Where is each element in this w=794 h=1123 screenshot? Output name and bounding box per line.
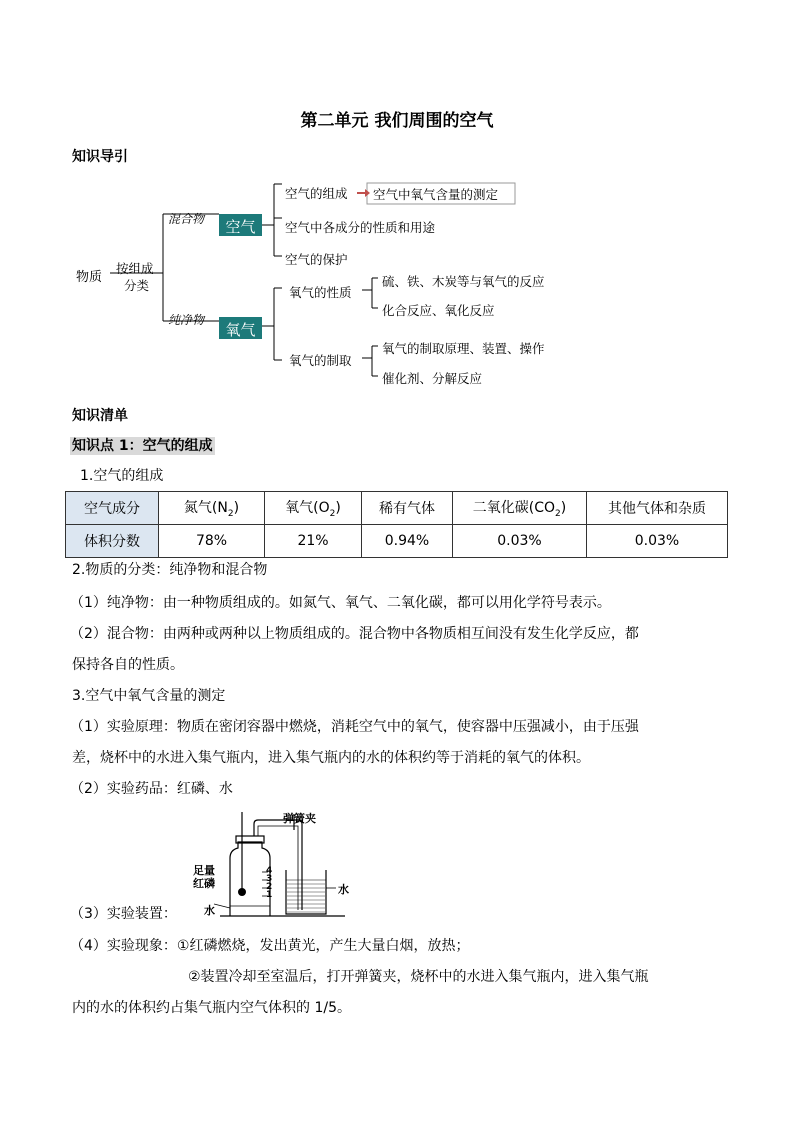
table-cell: 78% [159, 525, 265, 558]
section-2-heading: 2.物质的分类：纯净物和混合物 [72, 562, 268, 578]
scale-mark: 3 [266, 874, 273, 884]
table-cell: 二氧化碳$(CO_2)$ [453, 492, 587, 525]
paragraph: （2）混合物：由两种或两种以上物质组成的。混合物中各物质相互间没有发生化学反应，都 [70, 626, 639, 642]
air-detail-oxygen-measure: 空气中氧气含量的测定 [373, 187, 499, 202]
paragraph: （1）纯净物：由一种物质组成的。如氮气、氧气、二氧化碳，都可以用化学符号表示。 [70, 595, 611, 611]
air-item-protection: 空气的保护 [285, 252, 348, 267]
table-cell: 0.03% [453, 525, 587, 558]
pure-label: 纯净物 [168, 313, 205, 327]
paragraph: （2）实验药品：红磷、水 [70, 781, 233, 797]
table-cell: 氮气$(N_2)$ [159, 492, 265, 525]
scale-mark: 4 [266, 866, 273, 876]
table-header-label: 空气成分 [66, 492, 159, 525]
table-cell: 21% [265, 525, 362, 558]
paragraph: ②装置冷却至室温后，打开弹簧夹，烧杯中的水进入集气瓶内，进入集气瓶 [188, 969, 649, 985]
knowledge-point-1-title: 知识点 1：空气的组成 [72, 438, 213, 454]
oxygen-prop-detail-2: 化合反应、氧化反应 [382, 303, 495, 318]
scale-mark: 2 [266, 882, 273, 892]
paragraph: 内的水的体积约占集气瓶内空气体积的 1/5。 [72, 1000, 351, 1016]
oxygen-prep-detail-2: 催化剂、分解反应 [382, 371, 483, 386]
phosphorus-label-2: 红磷 [193, 877, 215, 890]
air-item-properties: 空气中各成分的性质和用途 [285, 220, 436, 235]
oxygen-prep-detail-1: 氧气的制取原理、装置、操作 [382, 341, 545, 356]
water-label-left: 水 [204, 904, 215, 917]
table-cell: 稀有气体 [362, 492, 453, 525]
arrow-icon [357, 189, 370, 197]
table-row [66, 525, 728, 558]
paragraph: 保持各自的性质。 [72, 657, 184, 673]
experiment-apparatus-diagram [190, 808, 360, 922]
classify-label-bottom: 分类 [124, 278, 150, 293]
table-row [66, 492, 728, 525]
table-cell: 0.03% [587, 525, 728, 558]
air-box: 空气 [225, 218, 256, 236]
oxygen-prop-detail-1: 硫、铁、木炭等与氧气的反应 [382, 274, 545, 289]
paragraph: （1）实验原理：物质在密闭容器中燃烧，消耗空气中的氧气，使容器中压强减小，由于压强 [70, 719, 639, 735]
classify-label-top: 按组成 [116, 261, 154, 276]
paragraph: （3）实验装置： [70, 906, 177, 922]
paragraph: 差，烧杯中的水进入集气瓶内，进入集气瓶内的水的体积约等于消耗的氧气的体积。 [72, 750, 590, 766]
root-label: 物质 [76, 270, 103, 285]
scale-mark: 1 [266, 890, 273, 900]
phosphorus-label-1: 足量 [193, 864, 215, 877]
table-cell: 氧气$(O_2)$ [265, 492, 362, 525]
table-cell: 0.94% [362, 525, 453, 558]
oxygen-box: 氧气 [225, 321, 256, 339]
oxygen-item-properties: 氧气的性质 [289, 285, 352, 300]
table-cell: 其他气体和杂质 [587, 492, 728, 525]
section-3-heading: 3.空气中氧气含量的测定 [72, 688, 226, 704]
mixture-label: 混合物 [168, 212, 205, 226]
guide-heading: 知识导引 [72, 149, 128, 165]
clip-label: 弹簧夹 [283, 812, 316, 825]
oxygen-item-preparation: 氧气的制取 [289, 353, 352, 368]
water-label-right: 水 [338, 883, 349, 896]
red-phosphorus [238, 888, 246, 896]
section-1-heading: 1.空气的组成 [80, 468, 164, 484]
page-title: 第二单元 我们周围的空气 [300, 111, 494, 131]
list-heading: 知识清单 [72, 408, 128, 424]
paragraph: （4）实验现象：①红磷燃烧，发出黄光，产生大量白烟，放热； [70, 938, 470, 954]
air-composition-table [65, 491, 728, 558]
air-item-composition: 空气的组成 [285, 186, 348, 201]
table-row-label: 体积分数 [66, 525, 159, 558]
